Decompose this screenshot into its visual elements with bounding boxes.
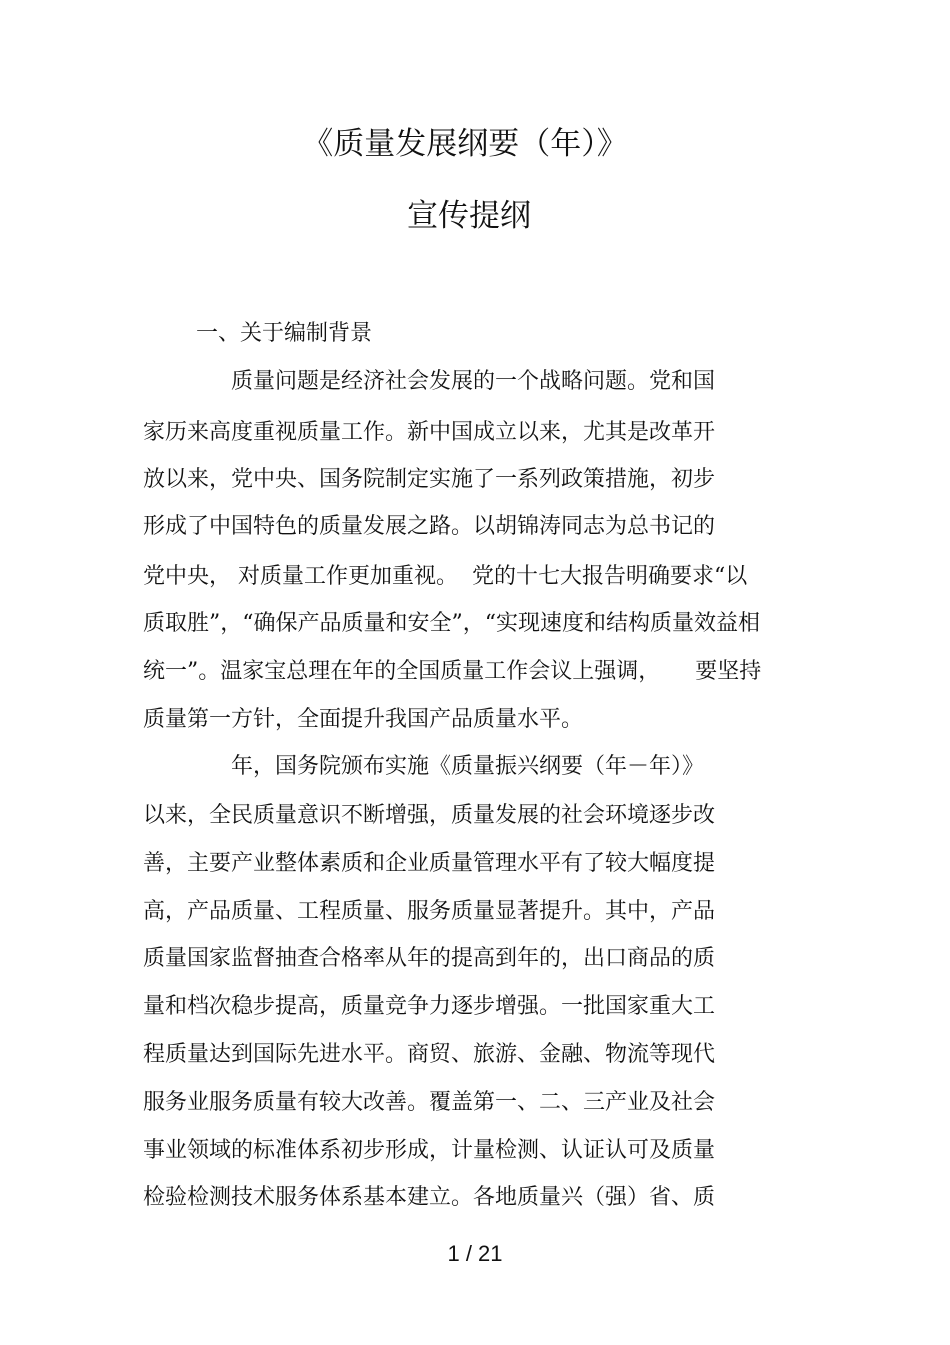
paragraph-line: 年，国务院颁布实施《质量振兴纲要（年－年）》 [231,754,705,779]
section-heading: 一、关于编制背景 [196,321,373,346]
paragraph-line: 质量第一方针，全面提升我国产品质量水平。 [143,707,584,732]
paragraph-line: 党中央， 对质量工作更加重视。 党的十七大报告明确要求“以 [143,564,748,589]
paragraph-line: 高，产品质量、工程质量、服务质量显著提升。其中，产品 [143,899,716,924]
paragraph-line: 统一”。温家宝总理在年的全国质量工作会议上强调， 要坚持 [143,659,762,684]
paragraph-line: 形成了中国特色的质量发展之路。以胡锦涛同志为总书记的 [143,514,716,539]
paragraph-line: 程质量达到国际先进水平。商贸、旅游、金融、物流等现代 [143,1042,716,1067]
paragraph-line: 放以来，党中央、国务院制定实施了一系列政策措施，初步 [143,467,716,492]
paragraph-line: 质量国家监督抽查合格率从年的提高到年的，出口商品的质 [143,946,716,971]
paragraph-line: 量和档次稳步提高，质量竞争力逐步增强。一批国家重大工 [143,994,716,1019]
document-subtitle: 宣传提纲 [407,198,531,234]
document-title: 《质量发展纲要（年）》 [302,126,628,162]
paragraph-line: 以来，全民质量意识不断增强，质量发展的社会环境逐步改 [143,803,716,828]
paragraph-line: 质取胜”，“确保产品质量和安全”，“实现速度和结构质量效益相 [143,611,760,636]
page-indicator: 1 / 21 [447,1241,503,1266]
paragraph-line: 善，主要产业整体素质和企业质量管理水平有了较大幅度提 [143,851,716,876]
paragraph-line: 服务业服务质量有较大改善。覆盖第一、二、三产业及社会 [143,1090,716,1115]
paragraph-line: 家历来高度重视质量工作。新中国成立以来，尤其是改革开 [143,420,716,445]
paragraph-line: 质量问题是经济社会发展的一个战略问题。党和国 [231,369,716,394]
paragraph-line: 事业领域的标准体系初步形成，计量检测、认证认可及质量 [143,1138,716,1163]
paragraph-line: 检验检测技术服务体系基本建立。各地质量兴（强）省、质 [143,1185,716,1210]
